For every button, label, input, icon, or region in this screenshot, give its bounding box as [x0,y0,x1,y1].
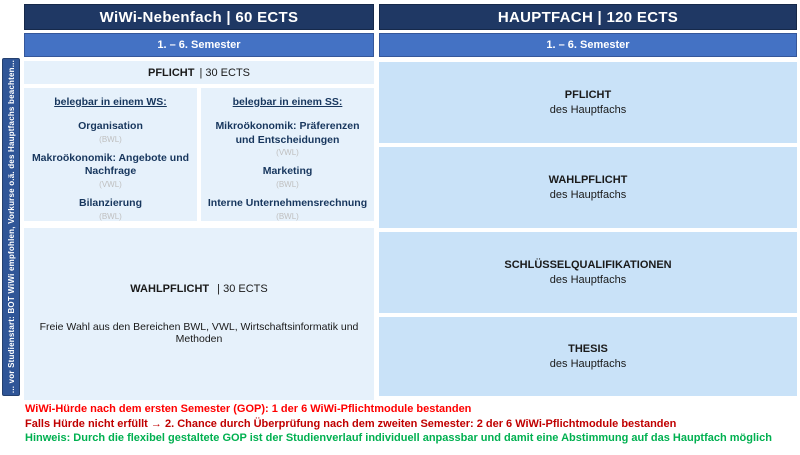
nebenfach-title: WiWi-Nebenfach | 60 ECTS [24,4,374,30]
pflicht-band [24,61,374,84]
wahlpflicht-title: WAHLPFLICHT [130,283,210,295]
box-subtitle: des Hauptfachs [549,189,627,201]
box-subtitle: des Hauptfachs [549,104,627,116]
course-name: Marketing [262,165,313,178]
course-area-tag: (BWL) [276,211,299,221]
pre-study-note-label: ... vor Studienstart: BOT WiWi empfohlen, Vorkurse o.ä. des Hauptfachs beachten... [6,60,16,394]
box-title: SCHLÜSSELQUALIFIKATIONEN [504,259,672,271]
course-area-tag: (VWL) [99,179,122,189]
box-title: WAHLPFLICHT [548,174,628,186]
ss-courses-box [201,88,374,221]
box-title: PFLICHT [564,89,612,101]
ss-heading: belegbar in einem SS: [232,96,343,108]
nebenfach-semester-row: 1. – 6. Semester [24,33,374,57]
course-name: Bilanzierung [78,196,142,209]
nebenfach-table [24,4,374,396]
wahlpflicht-box [24,228,374,400]
hauptfach-semester-row: 1. – 6. Semester [379,33,797,57]
box-title: THESIS [568,343,608,355]
course-area-tag: (VWL) [276,148,299,158]
wahlpflicht-ects: | 30 ECTS [217,283,268,295]
ws-heading: belegbar in einem WS: [54,96,167,108]
course-name: Mikroökonomik: Präferenzen und Entscheidungen [215,120,360,146]
course-area-tag: (BWL) [276,179,299,189]
footnotes [25,402,800,446]
pflicht-band-ects: | 30 ECTS [199,66,250,79]
hauptfach-table [379,4,797,396]
course-item [205,197,370,221]
course-name: Makroökonomik: Angebote und Nachfrage [31,151,190,178]
box-subtitle: des Hauptfachs [549,358,627,370]
hauptfach-schluesselqualifikationen-box [379,232,797,313]
hauptfach-title: HAUPTFACH | 120 ECTS [379,4,797,30]
ws-courses-box [24,88,197,221]
pflicht-band-title: PFLICHT [148,66,195,79]
course-area-tag: (BWL) [99,134,122,144]
course-item [205,165,370,189]
box-subtitle: des Hauptfachs [549,274,627,286]
footnote-hinweis: Hinweis: Durch die flexibel gestaltete GOP ist der Studienverlauf individuell anpassbar und damit eine Abstimmung auf das Hauptfach möglich [25,432,772,445]
hauptfach-pflicht-box [379,62,797,143]
course-name: Organisation [78,120,143,132]
footnote-gop-huerde: WiWi-Hürde nach dem ersten Semester (GOP): 1 der 6 WiWi-Pflichtmodule bestanden [25,403,472,415]
course-area-tag: (BWL) [99,211,122,221]
course-item [28,152,193,189]
course-item [28,197,193,221]
footnote-second-chance: Falls Hürde nicht erfüllt → 2. Chance durch Überprüfung nach dem zweiten Semester: 2 der 6 WiWi-Pflichtmodule bestanden [25,417,677,430]
course-name: Interne Unternehmensrechnung [207,196,368,209]
pre-study-note-bar [2,58,20,396]
wahlpflicht-note: Freie Wahl aus den Bereichen BWL, VWL, Wirtschaftsinformatik und Methoden [39,321,359,345]
wahlpflicht-title-row [130,283,267,295]
hauptfach-wahlpflicht-box [379,147,797,228]
course-item [28,120,193,144]
hauptfach-thesis-box [379,317,797,396]
course-item [205,120,370,157]
